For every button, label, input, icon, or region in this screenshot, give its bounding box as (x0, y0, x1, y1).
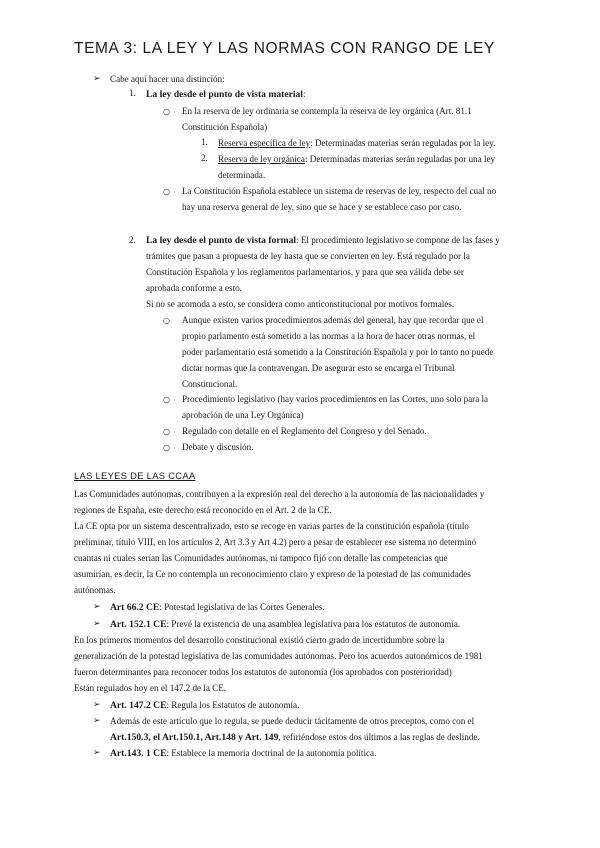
reserve-item-1-label: Reserva específica de ley (218, 138, 311, 148)
ccaa-p2-line4: asumirían, es decir, la Ce no contempla un reconocimiento claro y expreso de la potestad de las comunidades (74, 569, 471, 579)
circle-bullet-icon: ○ (163, 107, 170, 116)
reserve-item-1 (218, 136, 495, 151)
reserve-item-2-label: Reserva de ley orgánica (218, 154, 305, 164)
reserve-item-1-text: : Determinadas materias serán reguladas por la ley. (310, 138, 496, 148)
point1-sub1-line2: Constitución Española) (182, 122, 268, 132)
ccaa-p3-line3: fueron determinantes para reconocer todos los estatutos de autonomía (los aprobados con posterioridad) (74, 667, 452, 677)
point2-b2-line1: Procedimiento legislativo (hay varios procedimientos en las Cortes, uno solo para la (182, 394, 489, 404)
arrow-bullet-icon: ➢ (93, 602, 101, 612)
circle-bullet-icon: ○ (163, 187, 170, 196)
ccaa-p2-line5: autónomas. (74, 585, 116, 595)
ccaa-p2-line3: cuantas ni cuales serían las Comunidades autónomas, ni tampoco fijó con detalle las competencias que (74, 553, 448, 563)
reserve-item-2-line2: determinada. (218, 170, 266, 180)
arrow-bullet-icon: ➢ (93, 716, 101, 726)
intro-text: Cabe aquí hacer una distinción: (110, 74, 225, 84)
arrow-bullet-icon: ➢ (93, 619, 101, 629)
ccaa-article-3-ref: Art. 147.2 CE (110, 700, 167, 711)
point2-b1-line3: poder parlamentario está sometido a la Constitución Española y por lo tanto no puede (182, 347, 494, 357)
ccaa-article-4-text: , refiriéndose estos dos últimos a las reglas de deslinde. (278, 732, 480, 742)
ccaa-article-5 (110, 746, 376, 761)
reserve-item-2 (218, 152, 495, 167)
point2-b3: Regulado con detalle en el Reglamento del Congreso y del Senado. (182, 426, 427, 436)
ccaa-article-1-text: : Potestad legislativa de las Cortes Generales. (159, 602, 325, 612)
arrow-bullet-icon: ➢ (93, 748, 101, 758)
ccaa-article-1-ref: Art 66.2 CE (110, 602, 160, 613)
point2-heading: La ley desde el punto de vista formal (146, 235, 297, 246)
ccaa-p3-line4: Están regulados hoy en el 147.2 de la CE. (74, 683, 227, 693)
ccaa-p2-line2: preliminar, título VIII, en los artículos 2, Art 3.3 y Art 4.2) pero a pesar de establecer ese sistema no determinó (74, 537, 477, 547)
point1-sub2-line2: hay una reserva general de ley, sino que se hace y se establece caso por caso. (182, 202, 462, 212)
circle-bullet-icon: ○ (163, 427, 170, 436)
point1-heading-line (146, 87, 306, 102)
point1-sub2-line1: La Constitución Española establece un sistema de reservas de ley, respecto del cual no (182, 186, 497, 196)
point2-b1-line4: dictar normas que la contravengan. De asegurar esto se encarga el Tribunal (182, 363, 455, 373)
point2-line1 (146, 233, 500, 248)
reserve-item-1-number: 1. (201, 137, 208, 147)
point2-b1-line2: propio parlamento está sometido a las normas a la hora de hacer otras normas, el (182, 331, 476, 341)
ccaa-article-4-line2 (110, 730, 480, 745)
ccaa-p2-line1: La CE opta por un sistema descentralizado, esto se recoge en varias partes de la constitución española (título (74, 521, 469, 531)
ccaa-article-5-ref: Art.143. 1 CE (110, 748, 167, 759)
ccaa-p1-line2: regiones de España, este derecho está reconocido en el Art. 2 de la CE. (74, 505, 332, 515)
ccaa-article-2-text: : Prevé la existencia de una asamblea legislativa para los estatutos de autonomía. (166, 619, 461, 629)
point2-line2: trámites que pasan a propuesta de ley hasta que se convierten en ley. Está regulado por la (146, 251, 470, 261)
arrow-bullet-icon: ➢ (93, 700, 101, 710)
ccaa-p3-line2: generalización de la potestad legislativa de las comunidades autónomas. Pero los acuerdos autonómicos de 1981 (74, 651, 483, 661)
point2-b2-line2: aprobación de una Ley Orgánica) (182, 410, 304, 420)
point2-line3: Constitución Española y los reglamentos parlamentarios, y para que sea válida debe ser (146, 267, 464, 277)
circle-bullet-icon: ○ (163, 395, 170, 404)
reserve-item-2-text: : Determinadas materias serán reguladas por una ley (304, 154, 496, 164)
ccaa-article-1 (110, 600, 325, 615)
page-title: TEMA 3: LA LEY Y LAS NORMAS CON RANGO DE LEY (74, 40, 495, 57)
point2-line5: Si no se acomoda a esto, se considera como anticonstitucional por motivos formales. (146, 299, 455, 309)
ccaa-article-4-line1: Además de este artículo que lo regula, se puede deducir tácitamente de otros preceptos, como con el (110, 716, 475, 726)
point1-heading: La ley desde el punto de vista material (146, 89, 303, 100)
ccaa-article-3 (110, 698, 299, 713)
point2-line1-rest: : El procedimiento legislativo se compone de las fases y (296, 235, 500, 245)
point1-colon: : (302, 89, 306, 99)
point2-b1-line5: Constitucional. (182, 379, 238, 389)
ccaa-section-heading: LAS LEYES DE LAS CCAA (74, 470, 196, 481)
arrow-bullet-icon: ➢ (93, 74, 101, 84)
point2-b1-line1: Aunque existen varios procedimientos además del general, hay que recordar que el (182, 315, 484, 325)
point1-number: 1. (129, 88, 136, 98)
ccaa-p1-line1: Las Comunidades autónomas, contribuyen a la expresión real del derecho a la autonomía de las nacionalidades y (74, 489, 485, 499)
reserve-item-2-number: 2. (201, 153, 208, 163)
ccaa-article-4-refs: Art.150.3, el Art.150.1, Art.148 y Art. 149 (110, 732, 279, 743)
point2-number: 2. (129, 235, 136, 245)
point2-b4: Debate y discusión. (182, 442, 254, 452)
point2-line4: aprobada conforme a esto. (146, 283, 242, 293)
ccaa-article-2 (110, 617, 460, 632)
circle-bullet-icon: ○ (163, 316, 170, 325)
circle-bullet-icon: ○ (163, 443, 170, 452)
point1-sub1-line1: En la reserva de ley ordinaria se contempla la reserva de ley orgánica (Art. 81.1 (182, 106, 472, 116)
ccaa-article-2-ref: Art. 152.1 CE (110, 619, 167, 630)
ccaa-article-5-text: : Establece la memoria doctrinal de la autonomía política. (166, 748, 377, 758)
ccaa-article-3-text: : Regula los Estatutos de autonomía. (166, 700, 300, 710)
ccaa-p3-line1: En los primeros momentos del desarrollo constitucional existió cierto grado de incertidumbre sobre la (74, 635, 445, 645)
